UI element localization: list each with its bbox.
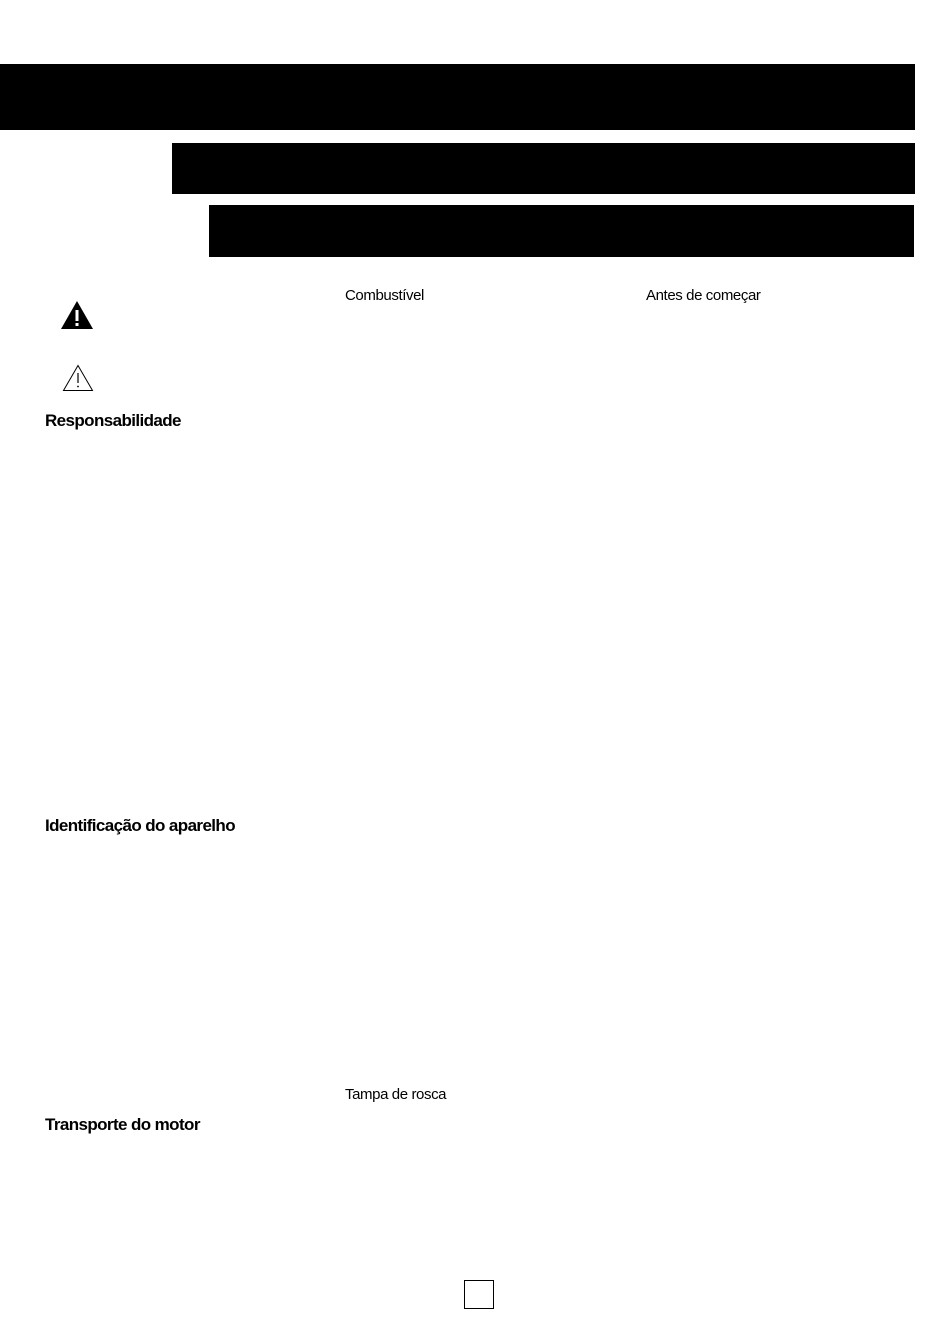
- warning-filled-icon: [60, 300, 94, 330]
- subheading-combustivel: Combustível: [345, 287, 424, 304]
- warning-outline-icon: [62, 364, 94, 392]
- subheading-antes-de-comecar: Antes de começar: [646, 287, 761, 304]
- section-heading-responsabilidade: Responsabilidade: [45, 411, 181, 430]
- header-bar-bottom: [209, 205, 914, 257]
- header-bar-middle: [172, 143, 915, 194]
- section-heading-identificacao: Identificação do aparelho: [45, 816, 235, 835]
- section-heading-transporte: Transporte do motor: [45, 1115, 200, 1134]
- page-number-box: [464, 1280, 494, 1309]
- subheading-tampa-de-rosca: Tampa de rosca: [345, 1086, 447, 1103]
- header-bar-top: [0, 64, 915, 130]
